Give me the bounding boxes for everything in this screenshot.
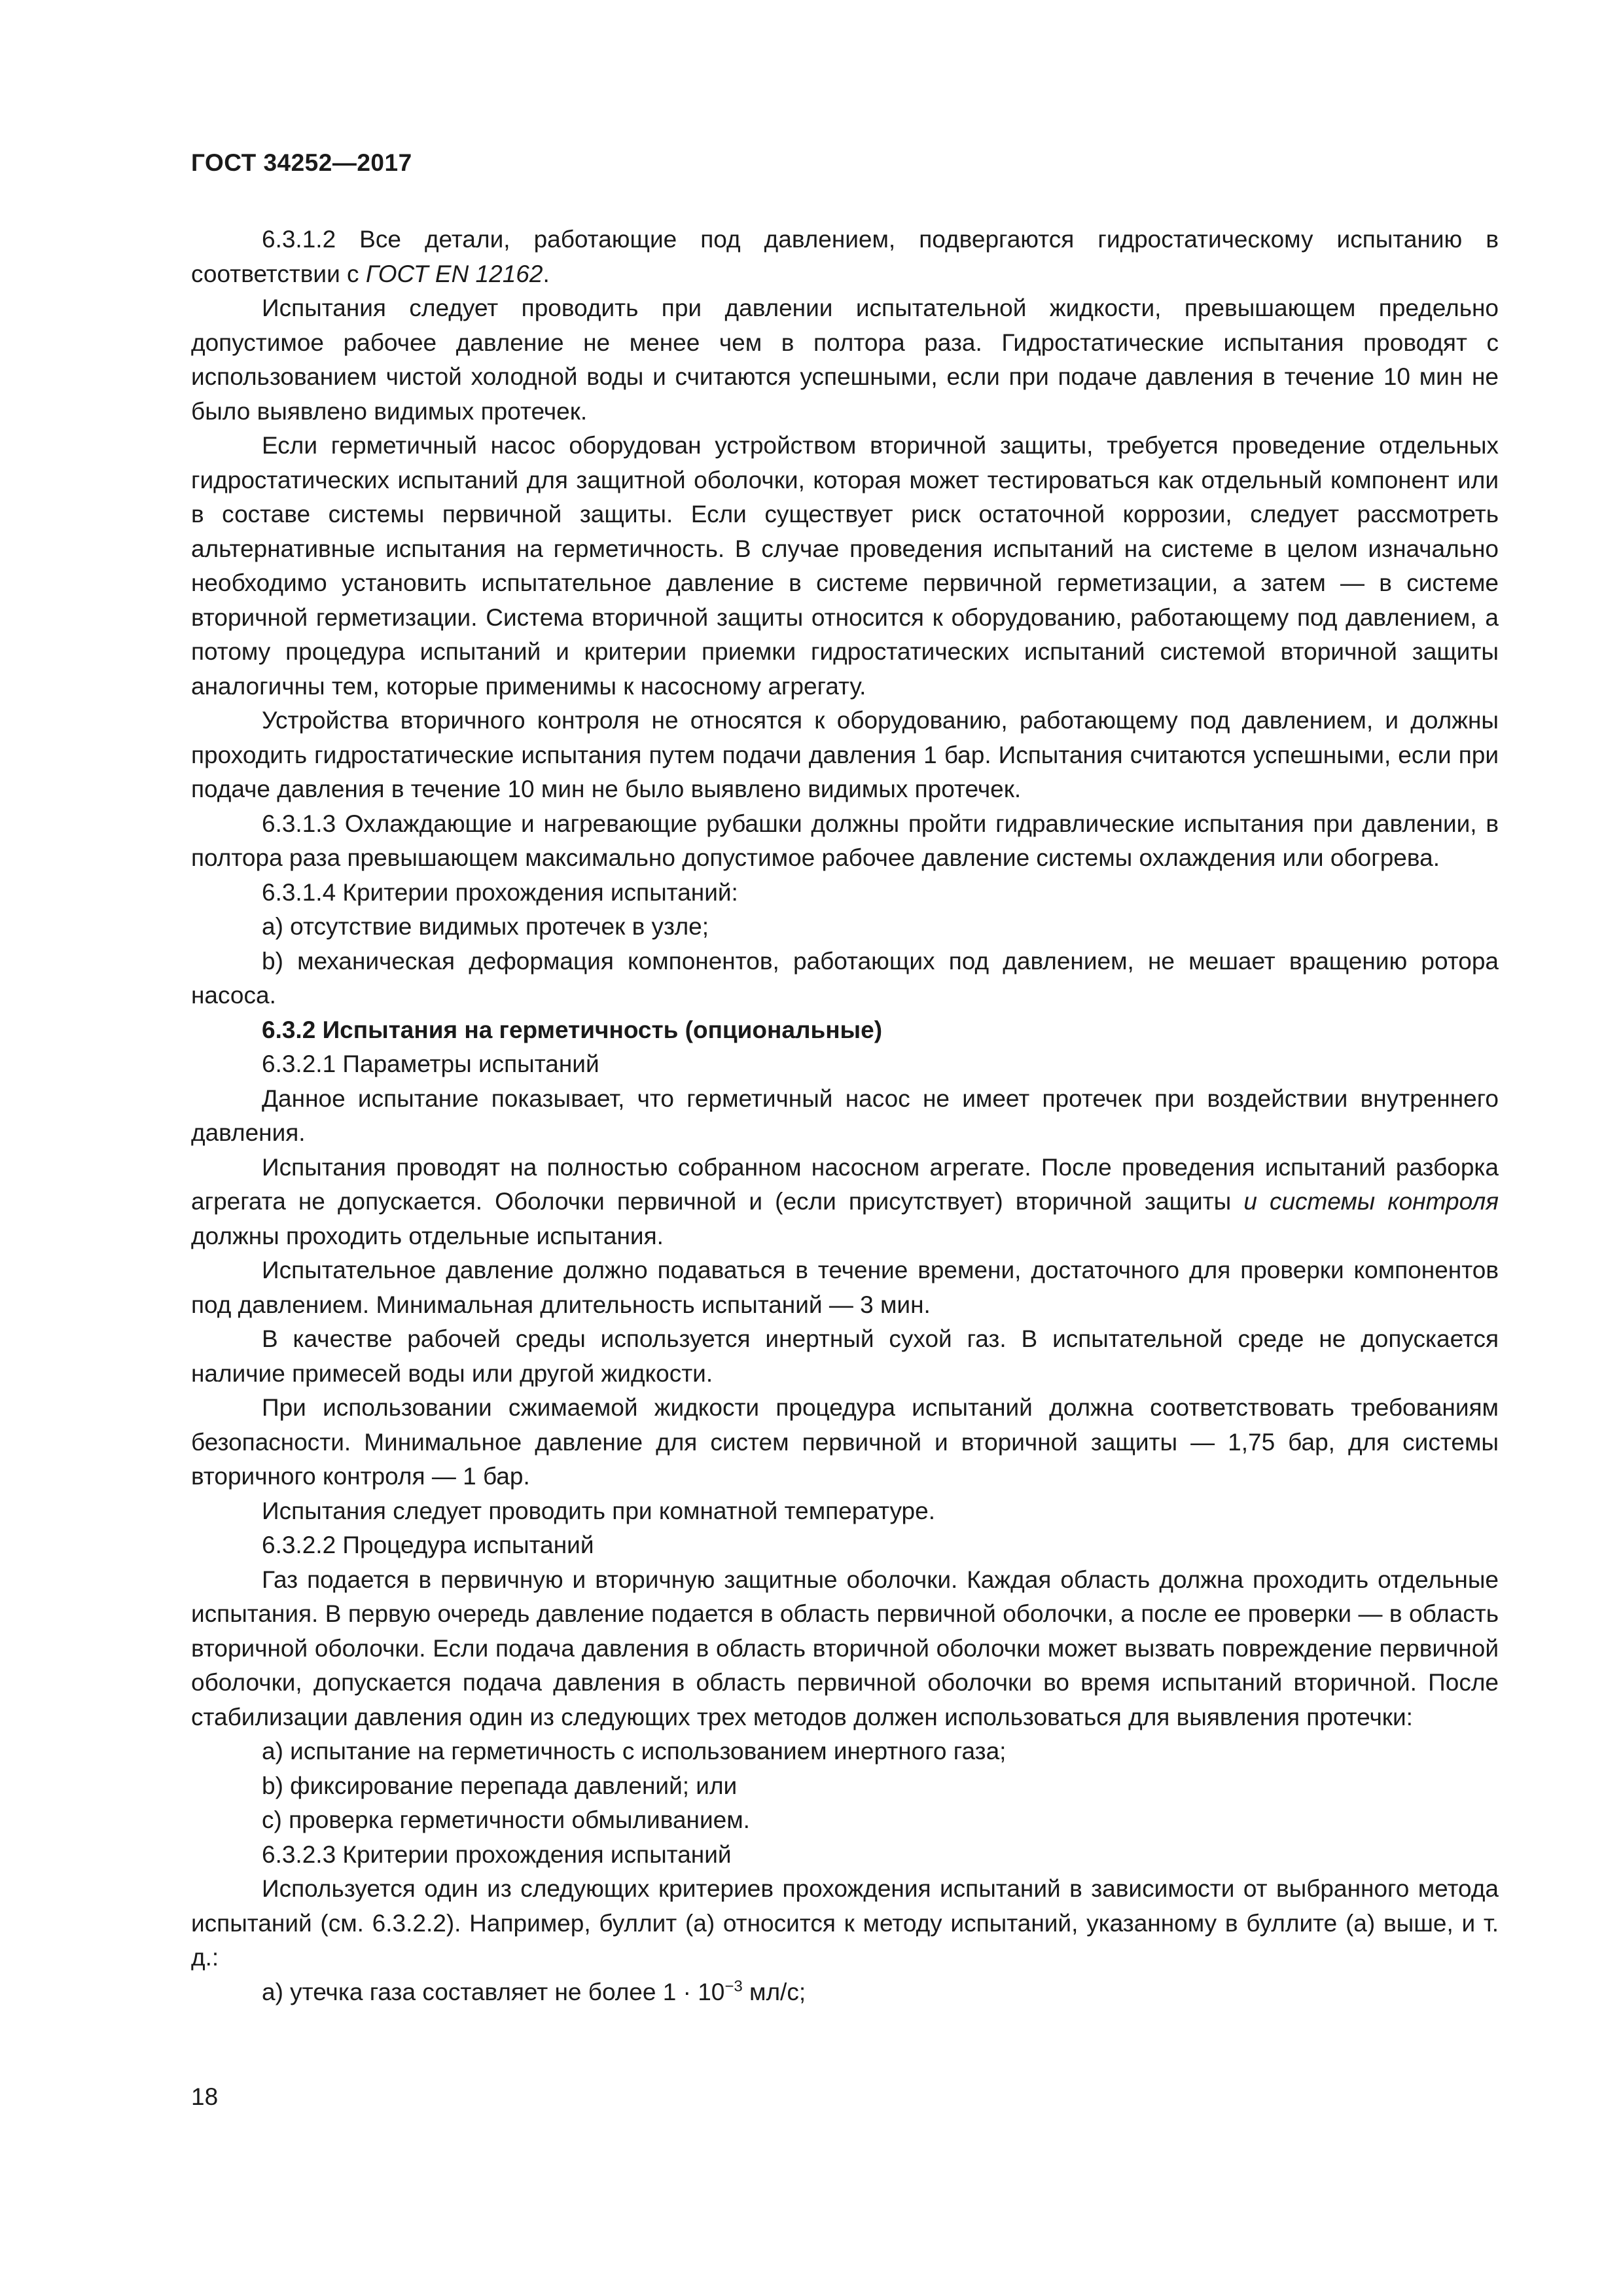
page-number: 18 bbox=[191, 2083, 219, 2110]
subsection-heading-6-3-2-2: 6.3.2.2 Процедура испытаний bbox=[262, 1532, 594, 1558]
paragraph: Испытания следует проводить при давлении испытательной жидкости, превышающем предельно допустимое рабочее давление не менее чем в полтора раза. Гидростатические испытания проводят с использованием чистой холодной воды и считаются успешными, если при подаче давления в течение 10 мин не было выявлено видимых протечек. bbox=[191, 295, 1499, 425]
document-body bbox=[191, 223, 1499, 2009]
paragraph: Используется один из следующих критериев прохождения испытаний в зависимости от выбранного метода испытаний (см. 6.3.2.2). Например, буллит (а) относится к методу испытаний, указанному в буллите (а) выше, и т. д.: bbox=[191, 1875, 1499, 1971]
paragraph: Испытания следует проводить при комнатной температуре. bbox=[262, 1497, 935, 1524]
paragraph-text: 6.3.1.2 Все детали, работающие под давлением, подвергаются гидростатическому испытанию в соответствии с bbox=[191, 226, 1499, 287]
paragraph bbox=[191, 1151, 1499, 1254]
list-item: a) отсутствие видимых протечек в узле; bbox=[262, 913, 709, 940]
paragraph: Газ подается в первичную и вторичную защитные оболочки. Каждая область должна проходить отдельные испытания. В первую очередь давление подается в область первичной оболочки, а после ее проверки — в область вторичной оболочки. Если подача давления в область вторичной оболочки может вызвать повреждение первичной оболочки, допускается подача давления в область первичной оболочки во время испытаний вторичной. После стабилизации давления один из следующих трех методов должен использоваться для выявления протечки: bbox=[191, 1566, 1499, 1731]
list-item: a) испытание на герметичность с использованием инертного газа; bbox=[262, 1738, 1007, 1765]
list-item: b) фиксирование перепада давлений; или bbox=[262, 1772, 738, 1799]
paragraph-text: . bbox=[543, 260, 550, 287]
paragraph-6-3-1-3: 6.3.1.3 Охлаждающие и нагревающие рубашки должны пройти гидравлические испытания при давлении, в полтора раза превышающем максимально допустимое рабочее давление системы охлаждения или обогрева. bbox=[191, 810, 1499, 871]
subsection-heading-6-3-2-3: 6.3.2.3 Критерии прохождения испытаний bbox=[262, 1840, 732, 1868]
subsection-heading-6-3-2-1: 6.3.2.1 Параметры испытаний bbox=[262, 1050, 599, 1077]
paragraph-text: a) утечка газа составляет не более 1 · 10 bbox=[262, 1978, 725, 2005]
paragraph-text: должны проходить отдельные испытания. bbox=[191, 1222, 664, 1249]
paragraph-6-3-1-4: 6.3.1.4 Критерии прохождения испытаний: bbox=[262, 878, 738, 906]
italic-text: и системы контроля bbox=[1243, 1188, 1499, 1215]
section-heading-6-3-2: 6.3.2 Испытания на герметичность (опциональные) bbox=[262, 1016, 883, 1043]
standard-reference: ГОСТ EN 12162 bbox=[365, 260, 543, 287]
paragraph: При использовании сжимаемой жидкости процедура испытаний должна соответствовать требованиям безопасности. Минимальное давление для систем первичной и вторичной защиты — 1,75 бар, для системы вторичного контроля — 1 бар. bbox=[191, 1394, 1499, 1490]
paragraph: Если герметичный насос оборудован устройством вторичной защиты, требуется проведение отдельных гидростатических испытаний для защитной оболочки, которая может тестироваться как отдельный компонент или в составе системы первичной защиты. Если существует риск остаточной коррозии, следует рассмотреть альтернативные испытания на герметичность. В случае проведения испытаний на системе в целом изначально необходимо установить испытательное давление в системе первичной герметизации, а затем — в системе вторичной герметизации. Система вторичной защиты относится к оборудованию, работающему под давлением, а потому процедура испытаний и критерии приемки гидростатических испытаний системой вторичной защиты аналогичны тем, которые применимы к насосному агрегату. bbox=[191, 432, 1499, 700]
list-item: c) проверка герметичности обмыливанием. bbox=[262, 1806, 750, 1833]
paragraph: В качестве рабочей среды используется инертный сухой газ. В испытательной среде не допускается наличие примесей воды или другой жидкости. bbox=[191, 1325, 1499, 1387]
document-header: ГОСТ 34252—2017 bbox=[191, 149, 412, 176]
paragraph-text: мл/с; bbox=[742, 1978, 806, 2005]
paragraph-text: Испытания проводят на полностью собранном насосном агрегате. После проведения испытаний разборка агрегата не допускается. Оболочки первичной и (если присутствует) вторичной защиты bbox=[191, 1153, 1499, 1215]
list-item bbox=[191, 1975, 1499, 2010]
paragraph: Испытательное давление должно подаваться в течение времени, достаточного для проверки компонентов под давлением. Минимальная длительность испытаний — 3 мин. bbox=[191, 1257, 1499, 1318]
paragraph: Устройства вторичного контроля не относятся к оборудованию, работающему под давлением, и должны проходить гидростатические испытания путем подачи давления 1 бар. Испытания считаются успешными, если при подаче давления в течение 10 мин не было выявлено видимых протечек. bbox=[191, 707, 1499, 802]
paragraph: Данное испытание показывает, что герметичный насос не имеет протечек при воздействии внутреннего давления. bbox=[191, 1085, 1499, 1146]
exponent: −3 bbox=[724, 1977, 743, 1996]
list-item: b) механическая деформация компонентов, работающих под давлением, не мешает вращению ротора насоса. bbox=[191, 947, 1499, 1009]
paragraph-6-3-1-2 bbox=[191, 223, 1499, 291]
